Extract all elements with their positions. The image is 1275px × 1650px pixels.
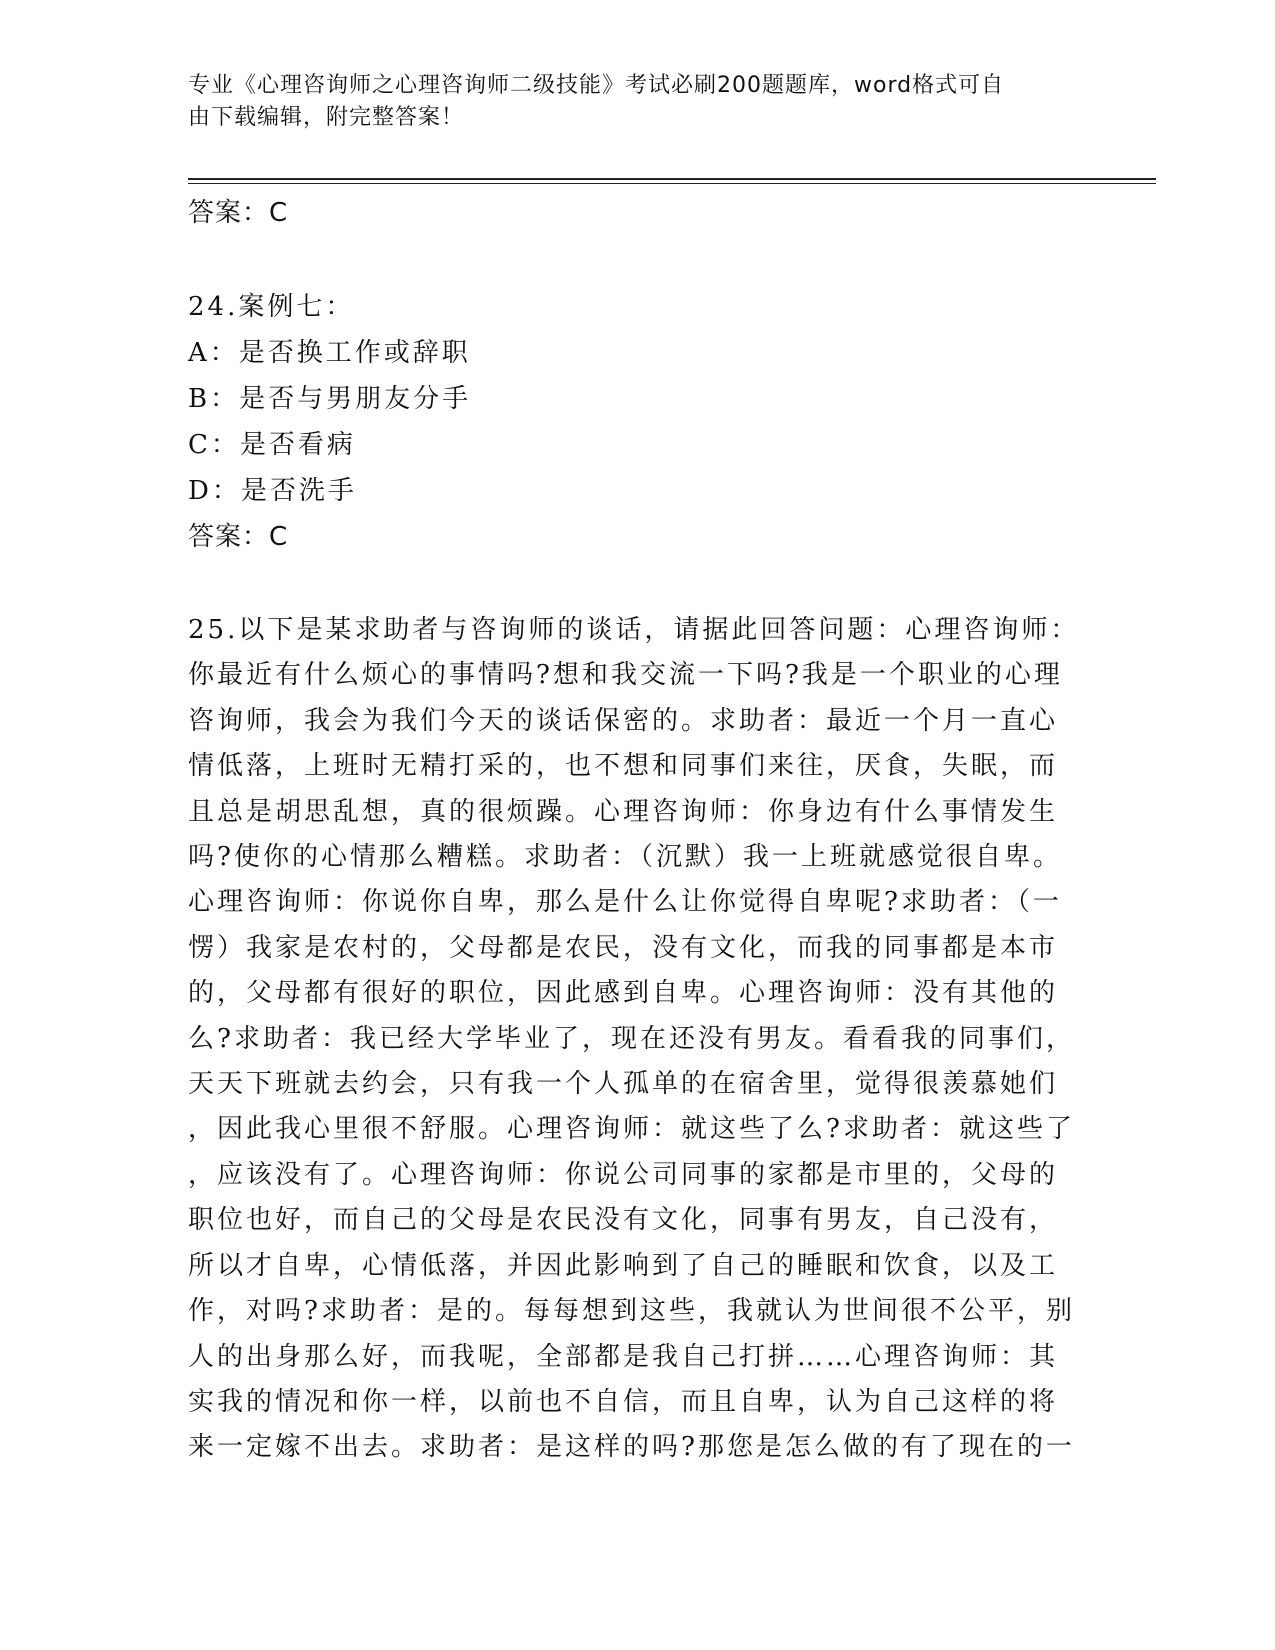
option-d: D：是否洗手 (188, 476, 357, 506)
option-b: B：是否与男朋友分手 (188, 384, 472, 414)
passage-line: 天天下班就去约会，只有我一个人孤单的在宿舍里，觉得很羡慕她们 (188, 1069, 1059, 1100)
header-rule-thick (188, 178, 1156, 180)
passage-line: 人的出身那么好，而我呢，全部都是我自己打拼……心理咨询师：其 (188, 1341, 1059, 1372)
passage-line: 所以才自卑，心情低落，并因此影响到了自己的睡眠和饮食，以及工 (188, 1250, 1059, 1281)
question-24 (188, 284, 1088, 560)
question-25-passage (188, 608, 1080, 1471)
passage-line: 你最近有什么烦心的事情吗?想和我交流一下吗?我是一个职业的心理 (188, 660, 1063, 691)
passage-line: 25.以下是某求助者与咨询师的谈话，请据此回答问题：心理咨询师： (188, 615, 1080, 645)
previous-answer: 答案：C (188, 198, 289, 228)
passage-line: 职位也好，而自己的父母是农民没有文化，同事有男友，自己没有， (188, 1205, 1059, 1236)
passage-line: 来一定嫁不出去。求助者：是这样的吗?那您是怎么做的有了现在的一 (188, 1432, 1075, 1463)
question-answer: 答案：C (188, 522, 289, 552)
spacer (188, 560, 1088, 608)
passage-line: 情低落，上班时无精打采的，也不想和同事们来往，厌食，失眠，而 (188, 751, 1059, 782)
passage-line: 且总是胡思乱想，真的很烦躁。心理咨询师：你身边有什么事情发生 (188, 796, 1059, 827)
passage-line: 的，父母都有很好的职位，因此感到自卑。心理咨询师：没有其他的 (188, 978, 1059, 1009)
passage-line: ，因此我心里很不舒服。心理咨询师：就这些了么?求助者：就这些了 (188, 1114, 1075, 1145)
spacer (188, 236, 1088, 284)
document-body (188, 190, 1088, 1471)
passage-line: 实我的情况和你一样，以前也不自信，而且自卑，认为自己这样的将 (188, 1386, 1059, 1417)
passage-line: 么?求助者：我已经大学毕业了，现在还没有男友。看看我的同事们， (188, 1023, 1075, 1054)
passage-line: 吗?使你的心情那么糟糕。求助者：（沉默）我一上班就感觉很自卑。 (188, 842, 1062, 873)
passage-line: 咨询师，我会为我们今天的谈话保密的。求助者：最近一个月一直心 (188, 705, 1059, 736)
passage-line: 心理咨询师：你说你自卑，那么是什么让你觉得自卑呢?求助者：（一 (188, 887, 1062, 918)
passage-line: 愣）我家是农村的，父母都是农民，没有文化，而我的同事都是本市 (188, 932, 1059, 963)
header-rule-thin (188, 183, 1156, 184)
passage-line: 作，对吗?求助者：是的。每每想到这些，我就认为世间很不公平，别 (188, 1296, 1075, 1327)
page-header (188, 70, 1068, 134)
option-c: C：是否看病 (188, 430, 356, 460)
passage-line: ，应该没有了。心理咨询师：你说公司同事的家都是市里的，父母的 (188, 1159, 1059, 1190)
header-line-1: 专业《心理咨询师之心理咨询师二级技能》考试必刷200题题库，word格式可自 (188, 73, 1005, 98)
option-a: A：是否换工作或辞职 (188, 338, 471, 368)
question-title: 24.案例七： (188, 292, 355, 322)
header-line-2: 由下载编辑，附完整答案！ (188, 105, 465, 130)
